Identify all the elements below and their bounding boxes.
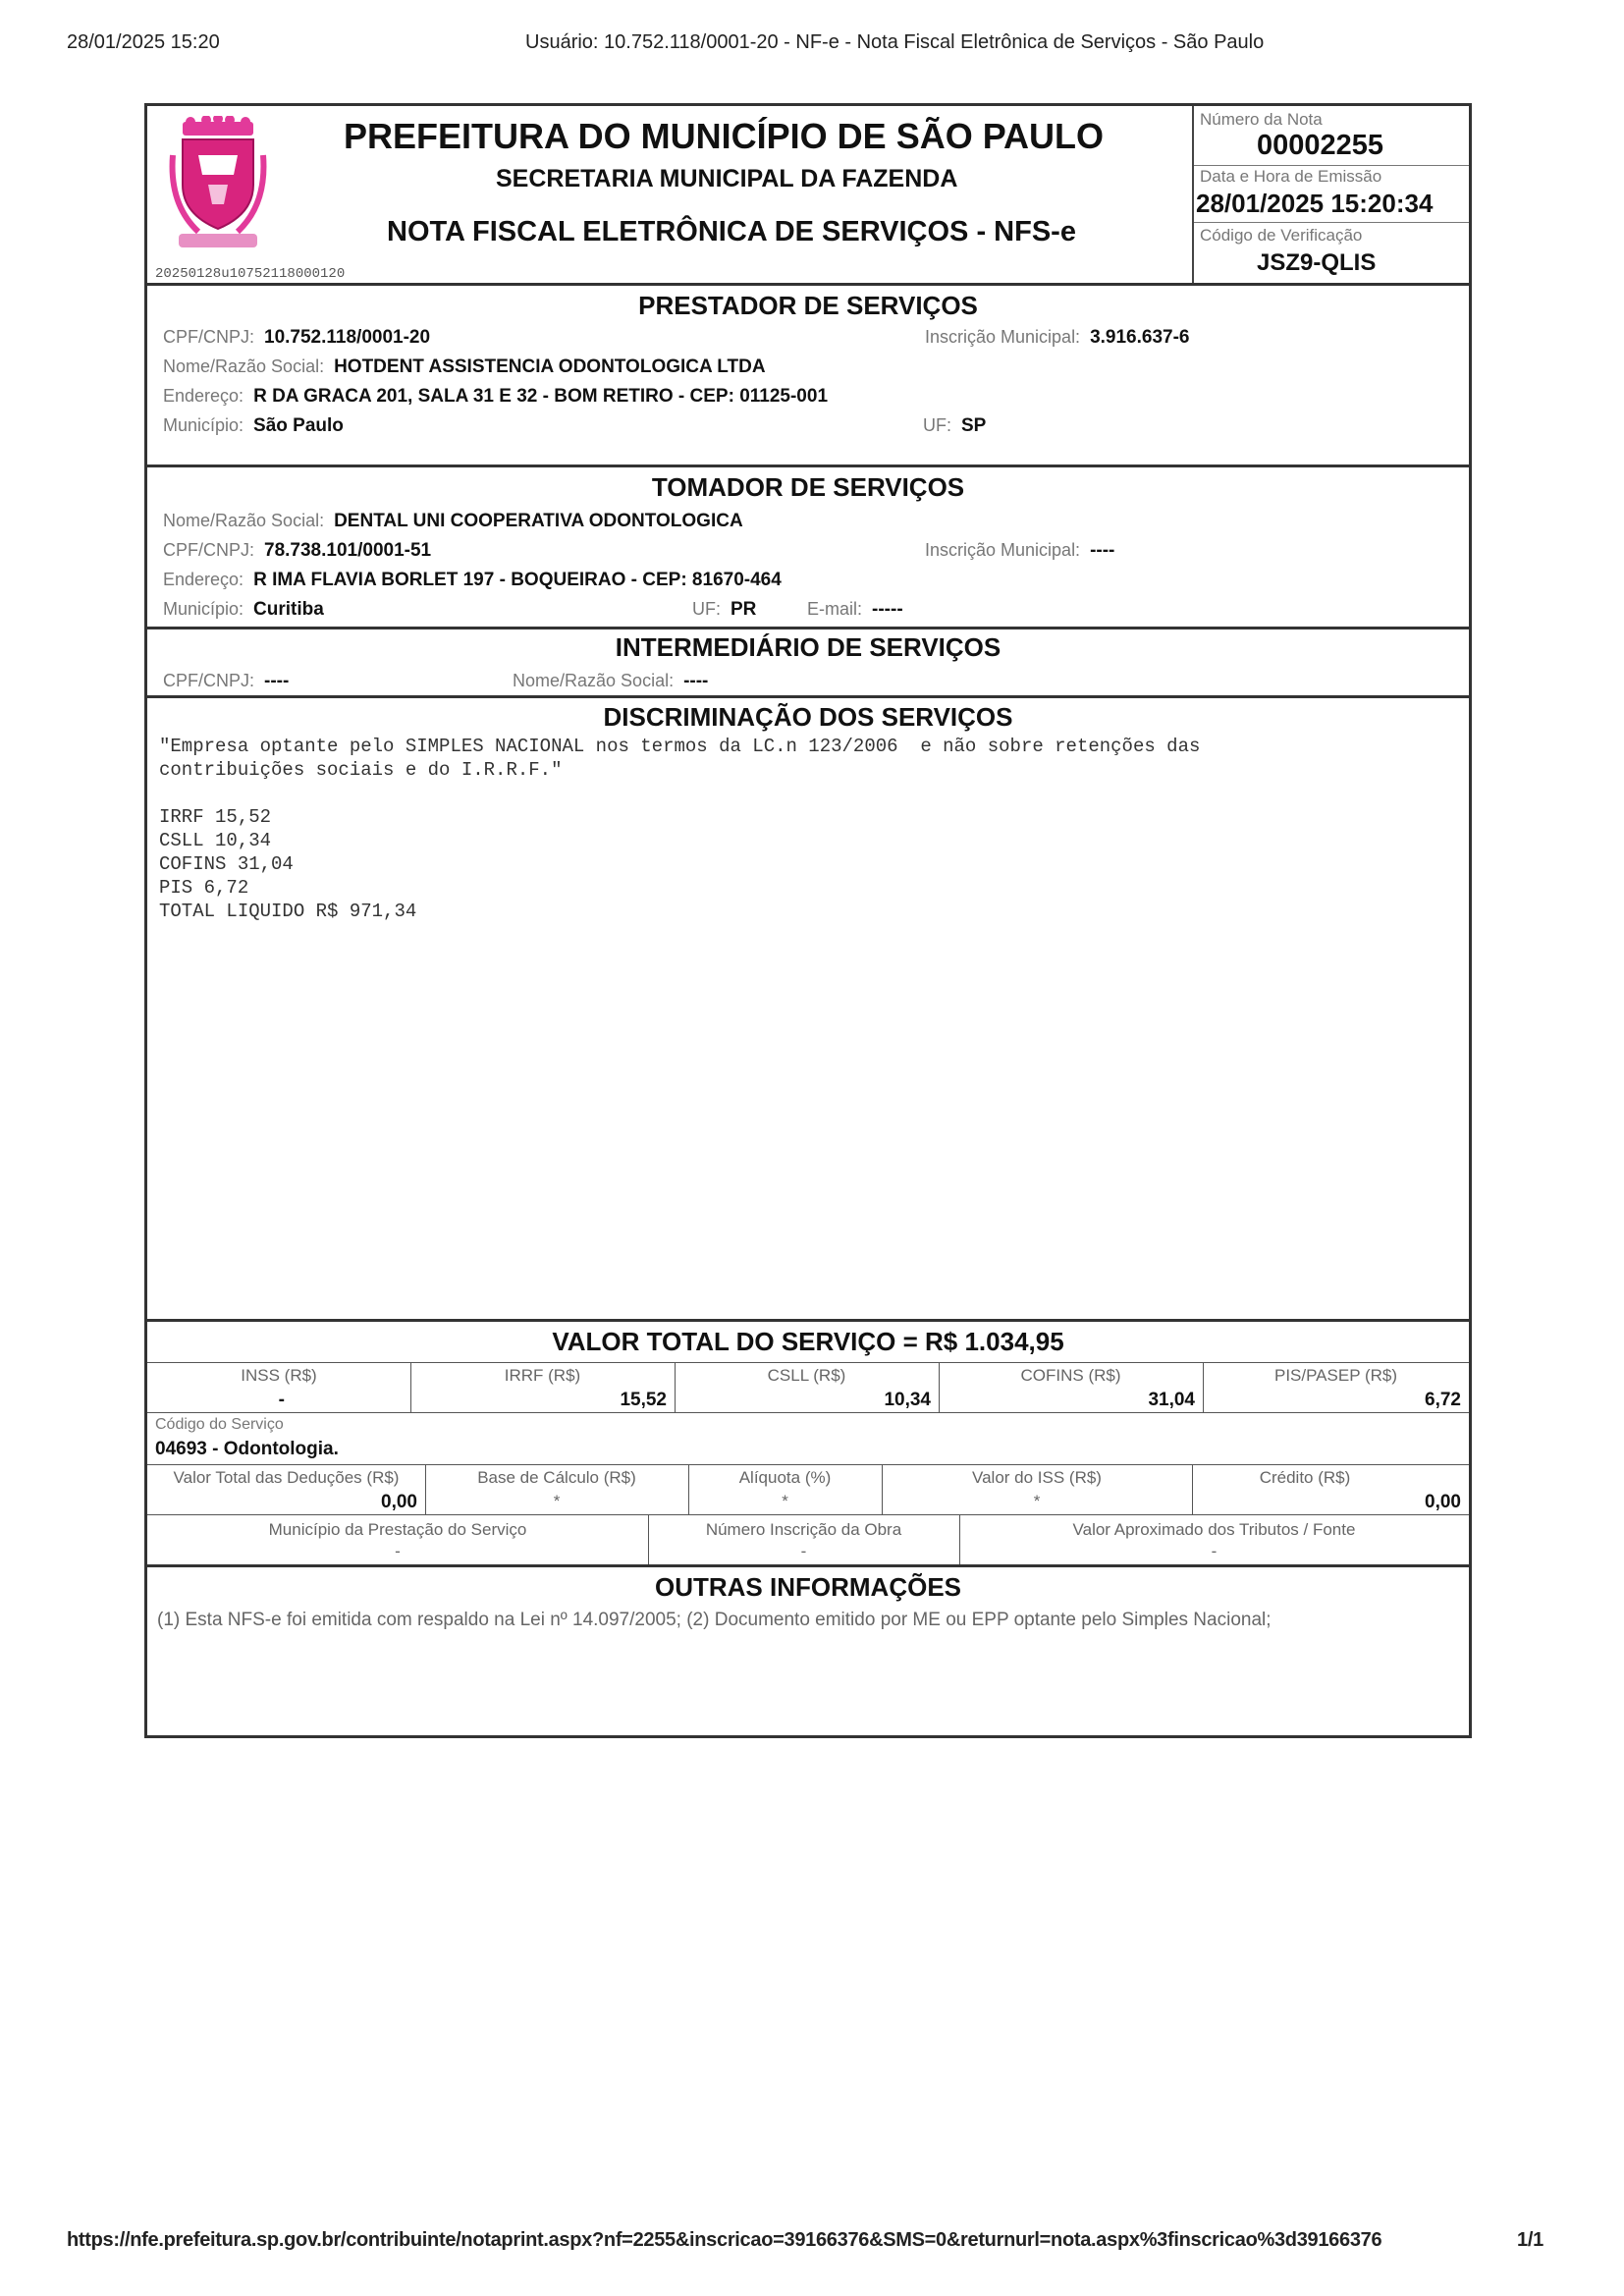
codigo-servico-value: 04693 - Odontologia. [155,1439,339,1459]
tributo-pis-value: 6,72 [1425,1390,1461,1410]
outras-title: OUTRAS INFORMAÇÕES [655,1572,961,1602]
prestador-nome: Nome/Razão Social: HOTDENT ASSISTENCIA ODONTOLOGICA LTDA [163,356,766,377]
tributo-cofins-label: COFINS (R$) [1020,1366,1121,1385]
tributos-aprox-label: Valor Aproximado dos Tributos / Fonte [1072,1520,1356,1539]
tributos-aprox-value: - [1211,1542,1218,1560]
emissao-label: Data e Hora de Emissão [1200,167,1382,186]
prestador-municipio: Município: São Paulo [163,415,344,436]
inscricao-obra-label: Número Inscrição da Obra [705,1520,902,1539]
outras-text: (1) Esta NFS-e foi emitida com respaldo na Lei nº 14.097/2005; (2) Documento emitido por ME ou EPP optante pelo Simples Nacional; [157,1610,1272,1630]
prestador-im: Inscrição Municipal: 3.916.637-6 [925,327,1190,348]
tomador-uf: UF: PR [692,599,757,620]
prestador-uf: UF: SP [923,415,987,436]
tributo-irrf-value: 15,52 [620,1390,667,1410]
prestador-endereco: Endereço: R DA GRACA 201, SALA 31 E 32 - BOM RETIRO - CEP: 01125-001 [163,386,829,407]
inscricao-obra-value: - [800,1542,807,1560]
intermediario-title: INTERMEDIÁRIO DE SERVIÇOS [615,632,1001,662]
calc-aliquota-value: * [782,1492,788,1510]
numero-nota-value: 00002255 [1257,130,1384,161]
page-subtitle: SECRETARIA MUNICIPAL DA FAZENDA [496,165,958,192]
intermediario-cnpj: CPF/CNPJ: ---- [163,671,290,691]
calc-credito-label: Crédito (R$) [1259,1468,1351,1487]
print-page: 1/1 [1517,2229,1543,2251]
tomador-nome: Nome/Razão Social: DENTAL UNI COOPERATIVA ODONTOLOGICA [163,511,743,531]
barcode-text: 20250128u10752118000120 [155,266,346,282]
tomador-municipio: Município: Curitiba [163,599,324,620]
prestador-title: PRESTADOR DE SERVIÇOS [638,291,978,320]
codigo-servico-label: Código do Serviço [155,1416,284,1433]
emissao-value: 28/01/2025 15:20:34 [1196,189,1434,218]
nfse-document [144,103,1472,1738]
tributo-csll-label: CSLL (R$) [767,1366,846,1385]
tomador-email: E-mail: ----- [807,599,903,620]
calc-deducoes-label: Valor Total das Deduções (R$) [173,1468,400,1487]
municipio-prestacao-label: Município da Prestação do Serviço [268,1520,527,1539]
municipio-prestacao-value: - [395,1542,401,1560]
discriminacao-text: "Empresa optante pelo SIMPLES NACIONAL nos termos da LC.n 123/2006 e não sobre retenções das contribuições sociais e do I.R.R.F." IRRF 15,52 CSLL 10,34 COFINS 31,04 PIS 6,72 TOTAL LIQUIDO R$ 971,34 [159,736,1201,922]
tomador-endereco: Endereço: R IMA FLAVIA BORLET 197 - BOQUEIRAO - CEP: 81670-464 [163,570,782,590]
coat-of-arms-icon [169,116,267,263]
calc-deducoes-value: 0,00 [381,1492,417,1512]
verificacao-label: Código de Verificação [1200,226,1363,245]
valor-total: VALOR TOTAL DO SERVIÇO = R$ 1.034,95 [552,1327,1064,1356]
verificacao-value: JSZ9-QLIS [1257,249,1377,276]
page-title: PREFEITURA DO MUNICÍPIO DE SÃO PAULO [344,116,1105,156]
tributo-irrf-label: IRRF (R$) [504,1366,581,1385]
calc-credito-value: 0,00 [1425,1492,1461,1512]
calc-base-value: * [553,1492,561,1510]
tomador-cnpj: CPF/CNPJ: 78.738.101/0001-51 [163,540,432,561]
document-title: NOTA FISCAL ELETRÔNICA DE SERVIÇOS - NFS-e [387,216,1076,247]
tributo-inss-label: INSS (R$) [241,1366,317,1385]
prestador-cnpj: CPF/CNPJ: 10.752.118/0001-20 [163,327,431,348]
discriminacao-title: DISCRIMINAÇÃO DOS SERVIÇOS [603,702,1013,732]
intermediario-nome: Nome/Razão Social: ---- [513,671,709,691]
tomador-title: TOMADOR DE SERVIÇOS [651,472,965,502]
print-user-line: Usuário: 10.752.118/0001-20 - NF-e - Nota Fiscal Eletrônica de Serviços - São Paulo [525,31,1265,53]
tributo-cofins-value: 31,04 [1148,1390,1195,1410]
numero-nota-label: Número da Nota [1200,110,1323,129]
tomador-im: Inscrição Municipal: ---- [925,540,1115,561]
print-url[interactable]: https://nfe.prefeitura.sp.gov.br/contribuinte/notaprint.aspx?nf=2255&inscricao=39166376&SMS=0&returnurl=nota.aspx%3finscricao%3d39166376 [67,2229,1382,2251]
tributo-csll-value: 10,34 [884,1390,931,1410]
calc-aliquota-label: Alíquota (%) [738,1468,832,1487]
calc-base-label: Base de Cálculo (R$) [477,1468,636,1487]
tributo-pis-label: PIS/PASEP (R$) [1273,1366,1398,1385]
tributo-inss-value: - [278,1390,285,1410]
calc-iss-value: * [1033,1492,1041,1510]
print-datetime: 28/01/2025 15:20 [67,31,220,53]
calc-iss-label: Valor do ISS (R$) [972,1468,1102,1487]
